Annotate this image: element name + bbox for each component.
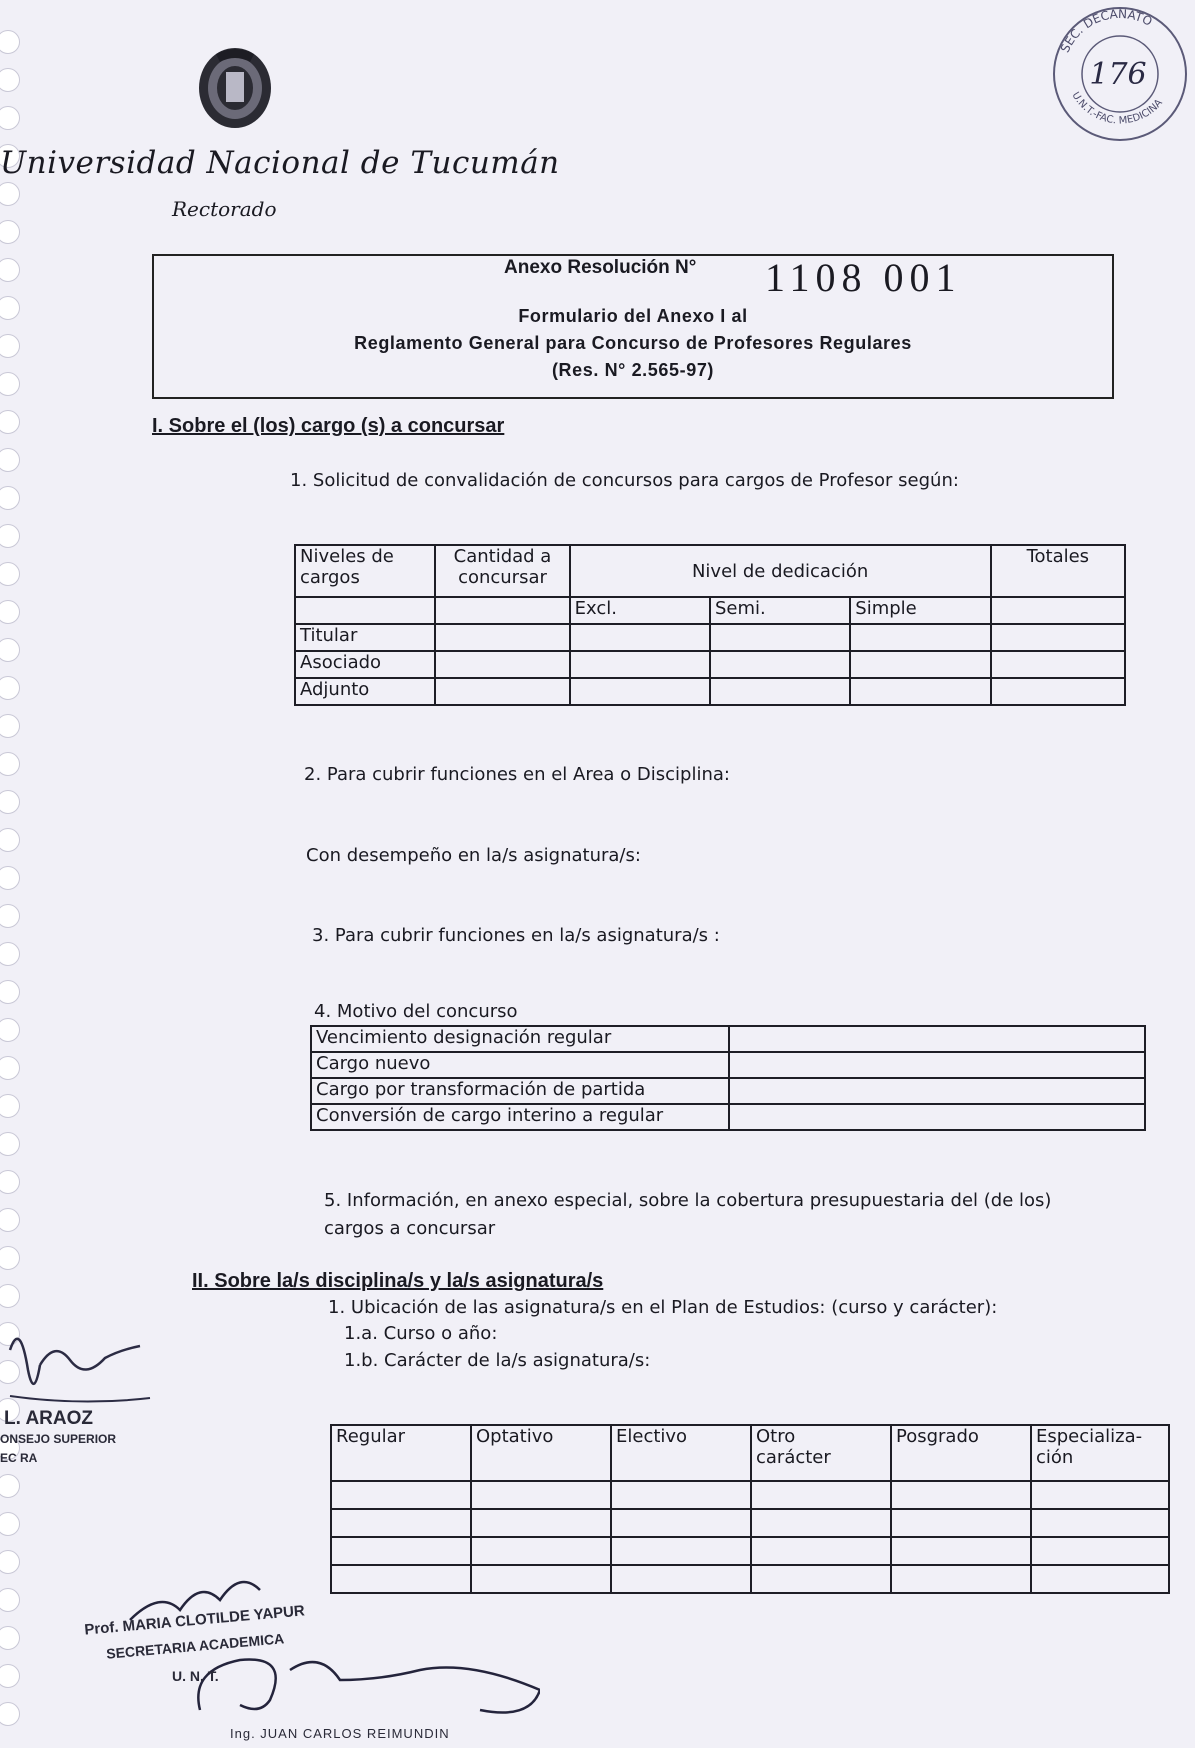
section1-item2: 2. Para cubrir funciones en el Area o Disciplina:: [304, 764, 730, 785]
cell-input[interactable]: [611, 1481, 751, 1509]
form-title-line3: (Res. N° 2.565-97): [551, 360, 715, 380]
left-signer-role1: ONSEJO SUPERIOR: [0, 1432, 117, 1446]
row-label: Adjunto: [295, 678, 435, 705]
section2-item1: 1. Ubicación de las asignatura/s en el Plan de Estudios: (curso y carácter):: [328, 1297, 998, 1318]
table-header-row: [331, 1425, 1169, 1481]
center-signer-role: SECRETARIA ACADEMICA: [105, 1630, 285, 1662]
left-signer-role2: EC RA: [0, 1451, 38, 1465]
cell-input[interactable]: [435, 624, 569, 651]
motivo-table: [310, 1025, 1146, 1131]
cell-input[interactable]: [435, 651, 569, 678]
cell-input[interactable]: [710, 651, 850, 678]
cell-input[interactable]: [891, 1537, 1031, 1565]
cell-input[interactable]: [751, 1509, 891, 1537]
motivo-check[interactable]: [729, 1026, 1145, 1052]
cell-input[interactable]: [471, 1509, 611, 1537]
stamp-folio: 176: [1089, 57, 1147, 92]
table-row: [295, 678, 1125, 705]
cell-input[interactable]: [331, 1509, 471, 1537]
motivo-label: Vencimiento designación regular: [311, 1026, 729, 1052]
header-cantidad: Cantidad a concursar: [435, 545, 569, 597]
cell-input[interactable]: [1031, 1481, 1169, 1509]
table-row: [295, 651, 1125, 678]
left-signer-name: L. ARAOZ: [4, 1408, 94, 1429]
cell-input[interactable]: [891, 1565, 1031, 1593]
university-title: Universidad Nacional de Tucumán: [0, 145, 560, 181]
section2-title: II. Sobre la/s disciplina/s y la/s asignatura/s: [192, 1270, 604, 1292]
table-row: [331, 1509, 1169, 1537]
row-label: Asociado: [295, 651, 435, 678]
cell-input[interactable]: [710, 678, 850, 705]
cell-empty: [295, 597, 435, 624]
stamp-top-text: SEC. DECANATO: [1057, 6, 1155, 55]
cell-input[interactable]: [570, 678, 710, 705]
section2-item1a: 1.a. Curso o año:: [344, 1323, 498, 1344]
cell-input[interactable]: [331, 1481, 471, 1509]
section1-title: I. Sobre el (los) cargo (s) a concursar: [152, 415, 505, 437]
stamp-bottom-text: U.N.T.-FAC. MEDICINA: [1069, 90, 1165, 127]
desempeno-label: Con desempeño en la/s asignatura/s:: [306, 845, 641, 866]
cell-input[interactable]: [611, 1509, 751, 1537]
subheader-semi: Semi.: [710, 597, 850, 624]
cell-input[interactable]: [435, 678, 569, 705]
decanato-stamp: [1050, 4, 1190, 144]
section1-item3: 3. Para cubrir funciones en la/s asignatura/s :: [312, 925, 720, 946]
cell-input[interactable]: [991, 651, 1125, 678]
header-optativo: Optativo: [471, 1425, 611, 1481]
cell-input[interactable]: [751, 1481, 891, 1509]
motivo-check[interactable]: [729, 1052, 1145, 1078]
office-subtitle: Rectorado: [172, 197, 277, 221]
center-signer-name: Prof. MARIA CLOTILDE YAPUR: [83, 1602, 306, 1639]
cell-empty: [435, 597, 569, 624]
table-row: [331, 1481, 1169, 1509]
cell-input[interactable]: [1031, 1509, 1169, 1537]
cell-input[interactable]: [850, 624, 990, 651]
cargos-table: [294, 544, 1126, 706]
university-crest-icon: [196, 42, 274, 130]
anexo-number: 1108 001: [765, 255, 962, 300]
cell-input[interactable]: [611, 1537, 751, 1565]
table-row: [295, 624, 1125, 651]
cell-input[interactable]: [710, 624, 850, 651]
cell-input[interactable]: [1031, 1565, 1169, 1593]
header-otro: Otro carácter: [751, 1425, 891, 1481]
table-row: [311, 1104, 1145, 1130]
header-especializacion: Especializa- ción: [1031, 1425, 1169, 1481]
table-row: [311, 1026, 1145, 1052]
header-niveles: Niveles de cargos: [295, 545, 435, 597]
form-title-line2: Reglamento General para Concurso de Profesores Regulares: [354, 333, 912, 353]
cell-input[interactable]: [1031, 1537, 1169, 1565]
motivo-check[interactable]: [729, 1104, 1145, 1130]
cell-input[interactable]: [570, 651, 710, 678]
table-row: [311, 1078, 1145, 1104]
row-label: Titular: [295, 624, 435, 651]
cell-input[interactable]: [751, 1537, 891, 1565]
cell-input[interactable]: [891, 1481, 1031, 1509]
cell-input[interactable]: [751, 1565, 891, 1593]
subheader-simple: Simple: [850, 597, 990, 624]
cell-input[interactable]: [471, 1481, 611, 1509]
cell-input[interactable]: [850, 651, 990, 678]
motivo-label: Conversión de cargo interino a regular: [311, 1104, 729, 1130]
section1-item1: 1. Solicitud de convalidación de concursos para cargos de Profesor según:: [290, 470, 959, 491]
section2-item1b: 1.b. Carácter de la/s asignatura/s:: [344, 1350, 651, 1371]
header-dedicacion: Nivel de dedicación: [570, 545, 991, 597]
form-title-line1: Formulario del Anexo I al: [518, 306, 748, 326]
cell-input[interactable]: [850, 678, 990, 705]
motivo-label: Cargo nuevo: [311, 1052, 729, 1078]
header-posgrado: Posgrado: [891, 1425, 1031, 1481]
cell-input[interactable]: [611, 1565, 751, 1593]
section1-item4: 4. Motivo del concurso: [314, 1001, 518, 1022]
section1-item5-line1: 5. Información, en anexo especial, sobre la cobertura presupuestaria del (de los): [324, 1190, 1052, 1211]
header-electivo: Electivo: [611, 1425, 751, 1481]
subheader-excl: Excl.: [570, 597, 710, 624]
cell-input[interactable]: [991, 624, 1125, 651]
table-row: [311, 1052, 1145, 1078]
left-signature: [0, 1310, 170, 1420]
cell-input[interactable]: [991, 678, 1125, 705]
section1-item5-line2: cargos a concursar: [324, 1218, 496, 1239]
bottom-signer-name: Ing. JUAN CARLOS REIMUNDIN: [230, 1726, 450, 1741]
header-regular: Regular: [331, 1425, 471, 1481]
cell-empty: [991, 597, 1125, 624]
anexo-label: Anexo Resolución N°: [504, 257, 697, 278]
svg-text:SEC. DECANATO: [1058, 7, 1155, 55]
cell-input[interactable]: [570, 624, 710, 651]
motivo-label: Cargo por transformación de partida: [311, 1078, 729, 1104]
motivo-check[interactable]: [729, 1078, 1145, 1104]
binding-holes: [0, 30, 28, 1730]
cell-input[interactable]: [891, 1509, 1031, 1537]
header-totales: Totales: [991, 545, 1125, 597]
center-signer-org: U. N. T.: [172, 1668, 219, 1684]
